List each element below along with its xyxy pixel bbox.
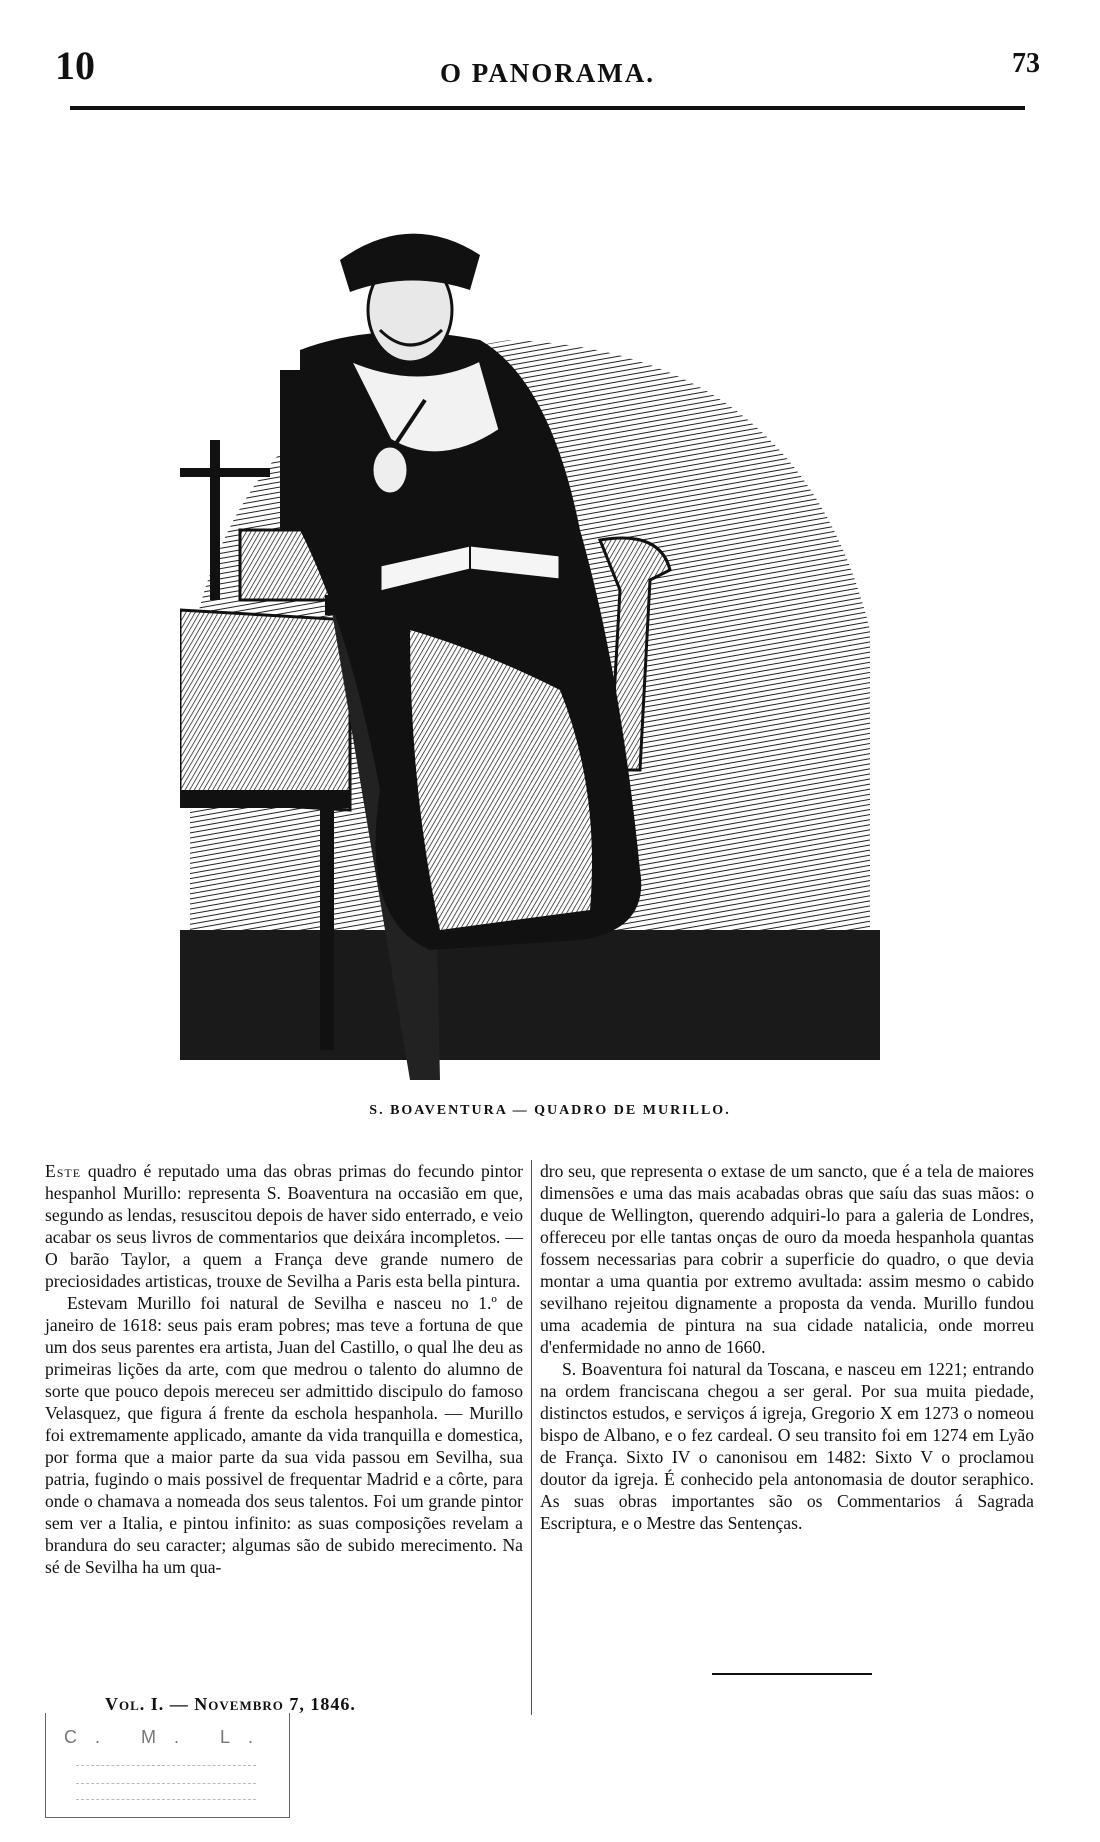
stamp-faded-line [76, 1799, 256, 1810]
page-header [55, 42, 1040, 102]
column-divider [531, 1160, 532, 1715]
end-rule [712, 1673, 872, 1675]
stamp-faded-line [76, 1783, 256, 1794]
table [180, 610, 350, 810]
illustration-caption: S. BOAVENTURA — QUADRO DE MURILLO. [369, 1103, 731, 1118]
article-column-left [45, 1160, 523, 1578]
floor [180, 930, 880, 1060]
article-paragraph: Estevam Murillo foi natural de Sevilha e nasceu no 1.º de janeiro de 1618: seus pais eram pobres; mas teve a fortuna de que um dos seus parentes era artista, Juan del Castillo, o qual lhe deu as primeiras lições da arte, com que medrou o talento do alumno de sorte que pouco depois mereceu ser admittido discipulo do famoso Velasquez, que figura á frente da eschola hespanhola. — Murillo foi extremamente applicado, amante da vida tranquilla e domestica, por forma que a maior parte da sua vida passou em Sevilha, sua patria, fugindo o mais possivel de frequentar Madrid e a côrte, para onde o chamava a nomeada dos seus talentos. Foi um grande pintor sem ver a Italia, e pintou infinito: as suas composições revelam a brandura do seu caracter; algumas são de subido merecimento. Na sé de Sevilha ha um qua- [45, 1293, 523, 1577]
article-paragraph: S. Boaventura foi natural da Toscana, e nasceu em 1221; entrando na ordem franciscana chegou a ser geral. Por sua muita piedade, distinctos estudos, e serviços á igreja, Gregorio X em 1273 o nomeou bispo de Albano, e o fez cardeal. O seu transito foi em 1274 em Lyão de França. Sixto IV o canonisou em 1482: Sixto V o proclamou doutor da igreja. É conhecido pela antonomasia de doutor seraphico. As suas obras importantes são os Commentarios á Sagrada Escriptura, e o Mestre das Sentenças. [540, 1359, 1034, 1533]
stamp-title: C. M. L. [63, 1727, 271, 1747]
library-stamp [45, 1713, 290, 1818]
volume-date-line: Vol. I. — Novembro 7, 1846. [105, 1694, 356, 1714]
crucifix [210, 440, 220, 600]
drop-word: Este [45, 1161, 82, 1181]
article-paragraph: Este quadro é reputado uma das obras primas do fecundo pintor hespanhol Murillo: representa S. Boaventura na occasião em que, segundo as lendas, resuscitou depois de haver sido enterrado, e veio acabar os seus livros de commentarios que deixára incompletos. — O barão Taylor, a quem a França deve grande numero de preciosidades artisticas, trouxe de Sevilha a Paris esta bella pintura. [45, 1161, 523, 1291]
masthead-title: O PANORAMA. [440, 58, 655, 88]
article-column-right [540, 1160, 1034, 1534]
article-paragraph: dro seu, que representa o extase de um sancto, que é a tela de maiores dimensões e uma das mais acabadas obras que saíu das suas mãos: o duque de Wellington, querendo adquiri-lo para a galeria de Londres, offereceu por elle tantas onças de ouro da moeda hespanhola quantas fossem necessarias para cobrir a superficie do quadro, o que devia montar a uma quantia por extremo avultada: assim mesmo o cabido sevilhano rejeitou dignamente a proposta da venda. Murillo fundou uma academia de pintura na sua cidade natalicia, onde morreu d'enfermidade no anno de 1660. [540, 1161, 1034, 1357]
engraving-illustration [180, 230, 880, 1090]
stamp-faded-line [76, 1765, 256, 1776]
header-rule [70, 106, 1025, 110]
page-number: 73 [1012, 48, 1040, 79]
issue-number: 10 [55, 43, 95, 88]
raised-hand [372, 446, 408, 494]
